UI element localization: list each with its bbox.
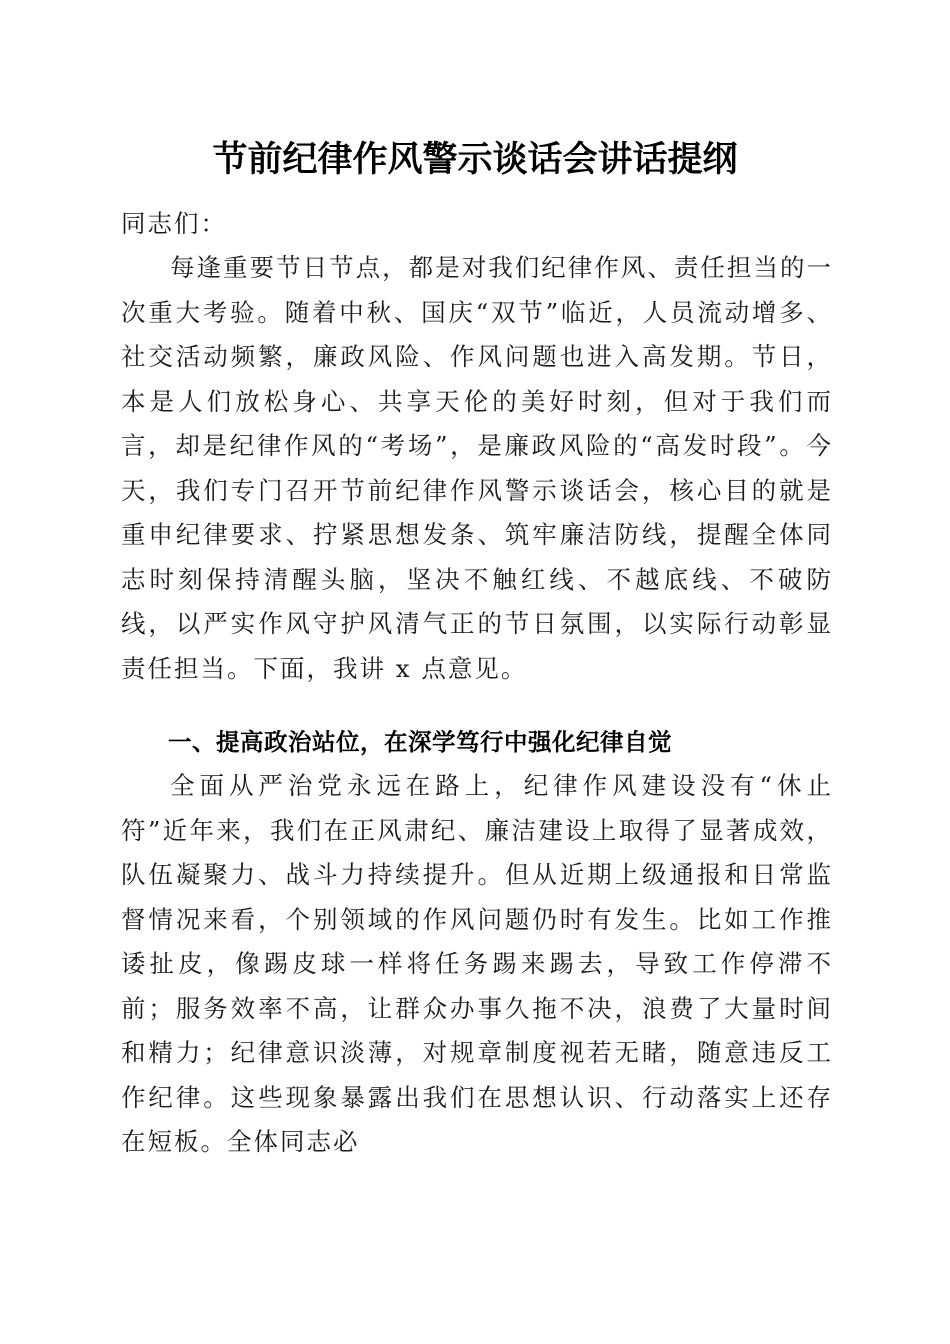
paragraph-intro: 每逢重要节日节点，都是对我们纪律作风、责任担当的一次重大考验。随着中秋、国庆“双节”临近，人员流动增多、社交活动频繁，廉政风险、作风问题也进入高发期。节日，本是人们放松身心、共享天伦的美好时刻，但对于我们而言，却是纪律作风的“考场”，是廉政风险的“高发时段”。今天，我们专门召开节前纪律作风警示谈话会，核心目的就是重申纪律要求、拧紧思想发条、筑牢廉洁防线，提醒全体同志时刻保持清醒头脑，坚决不触红线、不越底线、不破防线，以严实作风守护风清气正的节日氛围，以实际行动彰显责任担当。下面，我讲 x 点意见。 bbox=[121, 253, 833, 683]
section-heading-1: 一、提高政治站位，在深学笃行中强化纪律自觉 bbox=[168, 728, 672, 756]
paragraph-section-1: 全面从严治党永远在路上，纪律作风建设没有“休止符”近年来，我们在正风肃纪、廉洁建设上取得了显著成效，队伍凝聚力、战斗力持续提升。但从近期上级通报和日常监督情况来看，个别领域的作风问题仍时有发生。比如工作推诿扯皮，像踢皮球一样将任务踢来踢去，导致工作停滞不前；服务效率不高，让群众办事久拖不决，浪费了大量时间和精力；纪律意识淡薄，对规章制度视若无睹，随意违反工作纪律。这些现象暴露出我们在思想认识、行动落实上还存在短板。全体同志必 bbox=[121, 771, 833, 1156]
salutation: 同志们： bbox=[121, 209, 227, 238]
document-title: 节前纪律作风警示谈话会讲话提纲 bbox=[212, 139, 738, 180]
